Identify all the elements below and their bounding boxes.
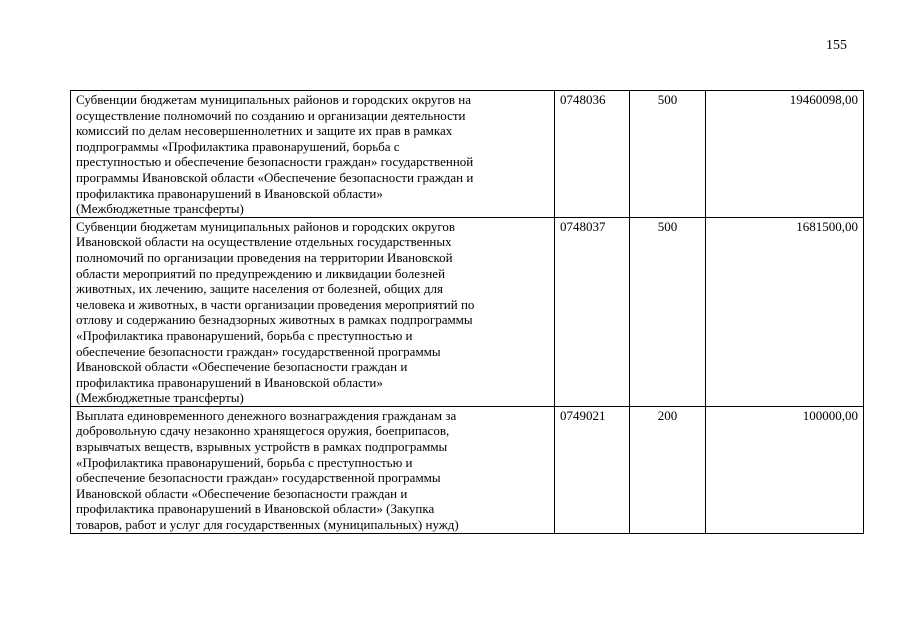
amount: 1681500,00 bbox=[706, 217, 864, 406]
description-line: Субвенции бюджетам муниципальных районов и городских округов на bbox=[76, 92, 471, 107]
expense-type-code: 500 bbox=[630, 217, 706, 406]
target-article-code: 0749021 bbox=[555, 406, 630, 533]
row-description bbox=[71, 91, 555, 218]
table-row bbox=[71, 406, 864, 533]
description-line: области мероприятий по предупреждению и ликвидации болезней bbox=[76, 265, 446, 281]
description-line: человека и животных, в части организации проведения мероприятий по bbox=[76, 296, 475, 312]
description-line: Выплата единовременного денежного вознаграждения гражданам за bbox=[76, 407, 457, 423]
description-line: подпрограммы «Профилактика правонарушений, борьба с bbox=[76, 138, 400, 154]
description-line: Ивановской области на осуществление отдельных государственных bbox=[76, 234, 452, 250]
description-line: профилактика правонарушений в Ивановской области» (Закупка bbox=[76, 501, 435, 517]
description-line: Субвенции бюджетам муниципальных районов и городских округов bbox=[76, 218, 456, 234]
budget-table bbox=[70, 90, 864, 534]
target-article-code: 0748036 bbox=[555, 91, 630, 218]
description-line: профилактика правонарушений в Ивановской области» bbox=[76, 185, 383, 201]
expense-type-code: 200 bbox=[630, 406, 706, 533]
description-line: отлову и содержанию безнадзорных животных в рамках подпрограммы bbox=[76, 312, 473, 328]
amount: 100000,00 bbox=[706, 406, 864, 533]
row-description bbox=[71, 406, 555, 533]
table-row bbox=[71, 91, 864, 218]
description-line: животных, их лечению, защите населения от болезней, общих для bbox=[76, 281, 444, 297]
description-line: полномочий по организации проведения на территории Ивановской bbox=[76, 249, 453, 265]
amount: 19460098,00 bbox=[706, 91, 864, 218]
description-line: обеспечение безопасности граждан» государственной программы bbox=[76, 470, 441, 486]
row-description bbox=[71, 217, 555, 406]
description-line: (Межбюджетные трансферты) bbox=[76, 201, 244, 217]
description-line: осуществление полномочий по созданию и организации деятельности bbox=[76, 107, 466, 123]
description-line: «Профилактика правонарушений, борьба с преступностью и bbox=[76, 454, 413, 470]
description-line: комиссий по делам несовершеннолетних и защите их прав в рамках bbox=[76, 123, 453, 139]
expense-type-code: 500 bbox=[630, 91, 706, 218]
description-line: взрывчатых веществ, взрывных устройств в рамках подпрограммы bbox=[76, 439, 448, 455]
description-line: добровольную сдачу незаконно хранящегося оружия, боеприпасов, bbox=[76, 423, 450, 439]
description-line: «Профилактика правонарушений, борьба с преступностью и bbox=[76, 327, 413, 343]
description-line: преступностью и обеспечение безопасности граждан» государственной bbox=[76, 154, 474, 170]
description-line: (Межбюджетные трансферты) bbox=[76, 390, 244, 406]
page-number: 155 bbox=[826, 38, 847, 53]
description-line: обеспечение безопасности граждан» государственной программы bbox=[76, 343, 441, 359]
table-row bbox=[71, 217, 864, 406]
description-line: программы Ивановской области «Обеспечение безопасности граждан и bbox=[76, 169, 474, 185]
target-article-code: 0748037 bbox=[555, 217, 630, 406]
description-line: Ивановской области «Обеспечение безопасности граждан и bbox=[76, 485, 408, 501]
description-line: профилактика правонарушений в Ивановской области» bbox=[76, 374, 383, 390]
description-line: Ивановской области «Обеспечение безопасности граждан и bbox=[76, 359, 408, 375]
description-line: товаров, работ и услуг для государственных (муниципальных) нужд) bbox=[76, 517, 459, 533]
